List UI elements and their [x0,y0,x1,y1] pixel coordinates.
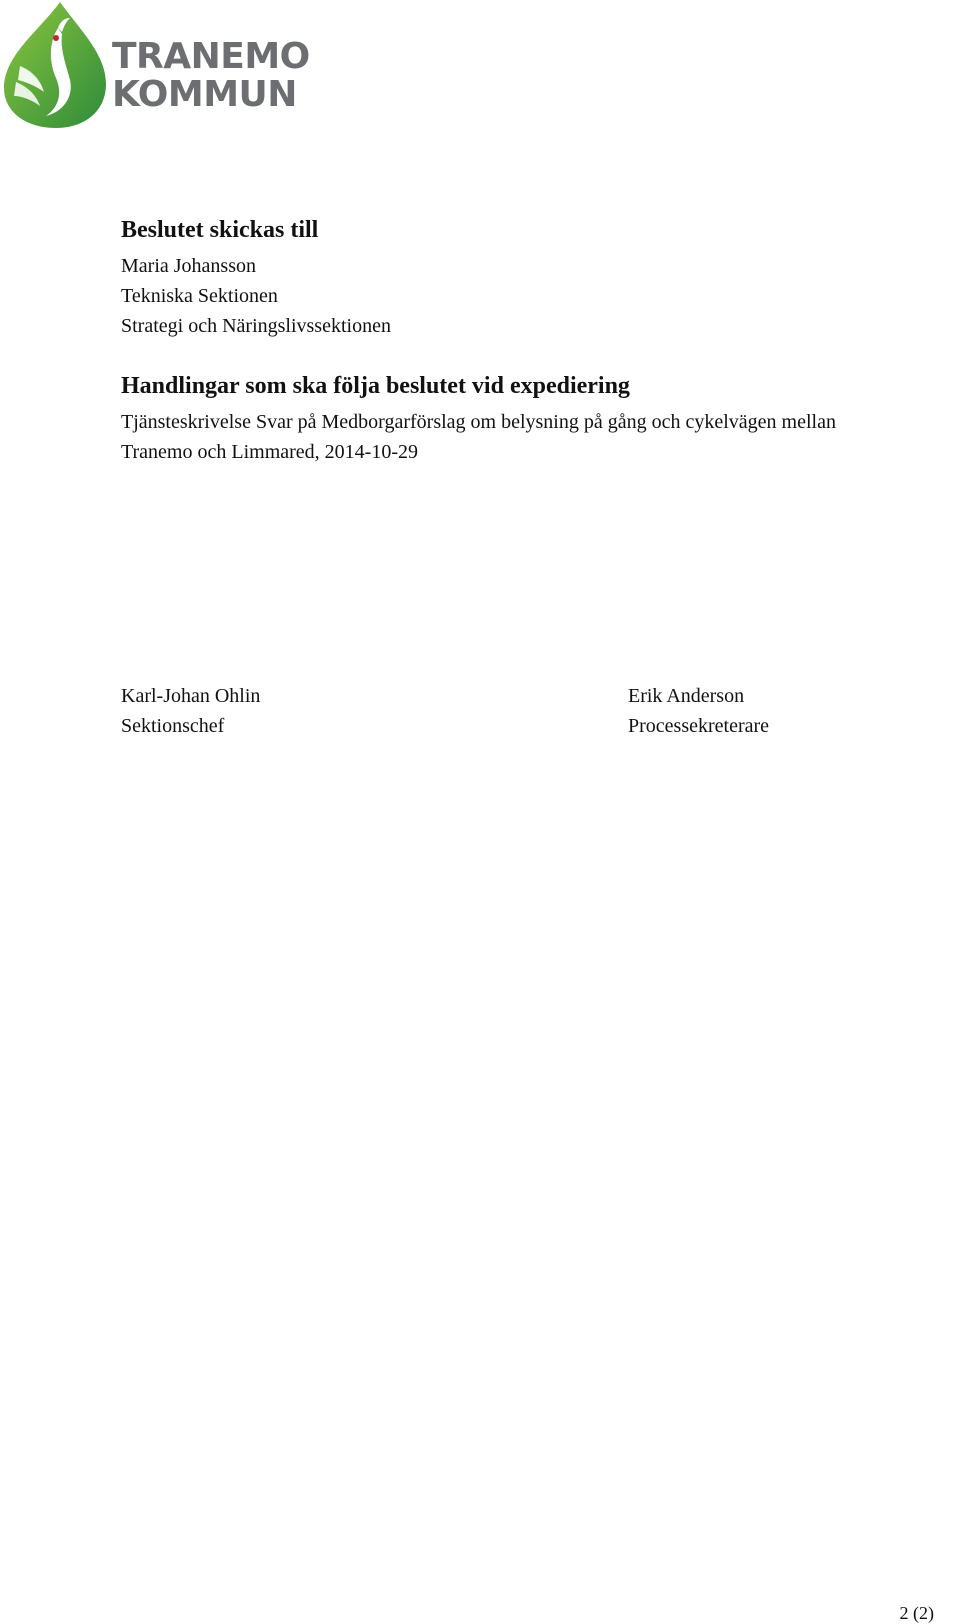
signature-block-right [628,681,769,741]
recipient-item: Tekniska Sektionen [121,285,278,307]
documents-heading: Handlingar som ska följa beslutet vid expediering [121,373,630,399]
recipients-section [121,215,391,341]
document-line: Tjänsteskrivelse Svar på Medborgarförslag om belysning på gång och cykelvägen mellan [121,411,836,433]
signatory-title: Sektionschef [121,715,225,737]
documents-section [121,371,836,467]
logo-line-2: KOMMUN [112,74,297,115]
recipients-heading: Beslutet skickas till [121,217,319,243]
page-number: 2 (2) [899,1603,934,1623]
crane-emblem-icon [0,0,110,132]
recipient-item: Strategi och Näringslivssektionen [121,315,391,337]
logo-line-1: TRANEMO [112,36,310,77]
recipient-item: Maria Johansson [121,255,256,277]
logo-wordmark [112,38,310,114]
tranemo-kommun-logo [0,0,310,132]
signatory-name: Karl-Johan Ohlin [121,685,261,707]
document-line: Tranemo och Limmared, 2014-10-29 [121,441,418,463]
signatory-name: Erik Anderson [628,685,745,707]
signature-block-left [121,681,260,741]
signatory-title: Processekreterare [628,715,770,737]
